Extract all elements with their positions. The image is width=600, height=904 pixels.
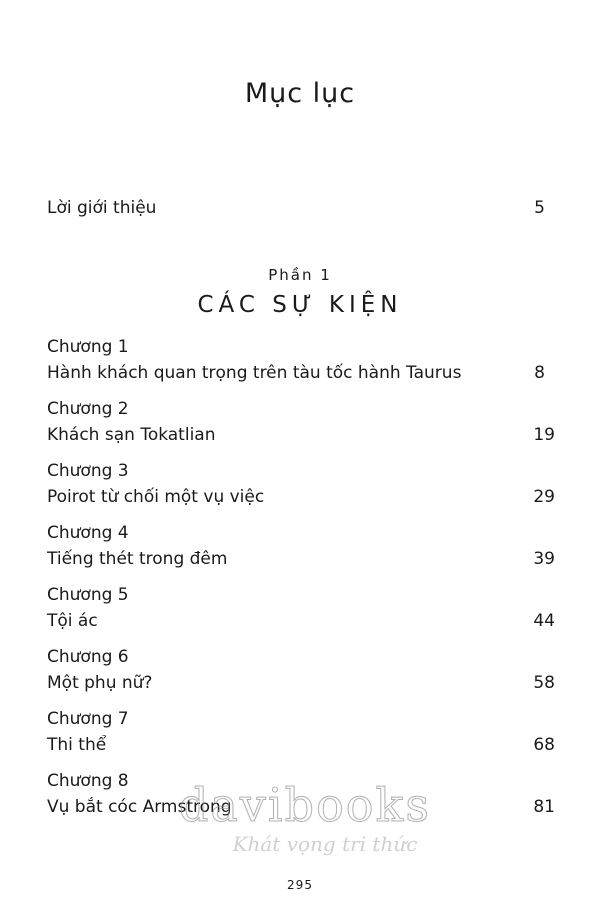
chapter-number: Chương 7 [47,709,129,729]
chapter-page: 81 [533,797,555,817]
chapter-title: Poirot từ chối một vụ việc [47,487,265,507]
watermark-brand: davibooks [179,778,431,832]
toc-entry-label: Lời giới thiệu [47,198,157,218]
chapter-title: Hành khách quan trọng trên tàu tốc hành Taurus [47,363,462,383]
toc-entry-page: 5 [534,198,545,218]
chapter-page: 44 [533,611,555,631]
toc-entry-chapter-2[interactable] [47,399,555,455]
chapter-title: Một phụ nữ? [47,673,153,693]
toc-entry-chapter-6[interactable] [47,647,555,703]
toc-entry-chapter-8[interactable] [47,771,555,832]
chapter-number: Chương 1 [47,337,129,357]
part-label: Phần 1 [268,266,332,284]
toc-entry-chapter-5[interactable] [47,585,555,641]
chapter-number: Chương 6 [47,647,129,667]
chapter-page: 68 [533,735,555,755]
chapter-page: 19 [533,425,555,445]
chapter-page: 39 [533,549,555,569]
toc-entry-chapter-1[interactable] [47,337,555,393]
chapter-title: Tiếng thét trong đêm [47,549,228,569]
page-title: Mục lục [244,78,356,109]
chapter-page: 29 [533,487,555,507]
chapter-title: Vụ bắt cóc Armstrong [47,797,232,817]
toc-entry-chapter-3[interactable] [47,461,555,517]
toc-entry-chapter-4[interactable] [47,523,555,579]
toc-entry-chapter-7[interactable] [47,709,555,765]
chapter-number: Chương 3 [47,461,129,481]
chapter-title: Khách sạn Tokatlian [47,425,216,445]
chapter-page: 8 [534,363,545,383]
part-title: CÁC SỰ KIỆN [197,292,403,318]
chapter-number: Chương 2 [47,399,129,419]
chapter-title: Tội ác [47,611,98,631]
chapter-page: 58 [533,673,555,693]
watermark-tagline: Khát vọng tri thức [232,832,418,856]
chapter-title: Thi thể [47,735,107,755]
chapter-number: Chương 5 [47,585,129,605]
chapter-number: Chương 4 [47,523,129,543]
chapter-number: Chương 8 [47,771,129,791]
page-number: 295 [287,878,313,892]
